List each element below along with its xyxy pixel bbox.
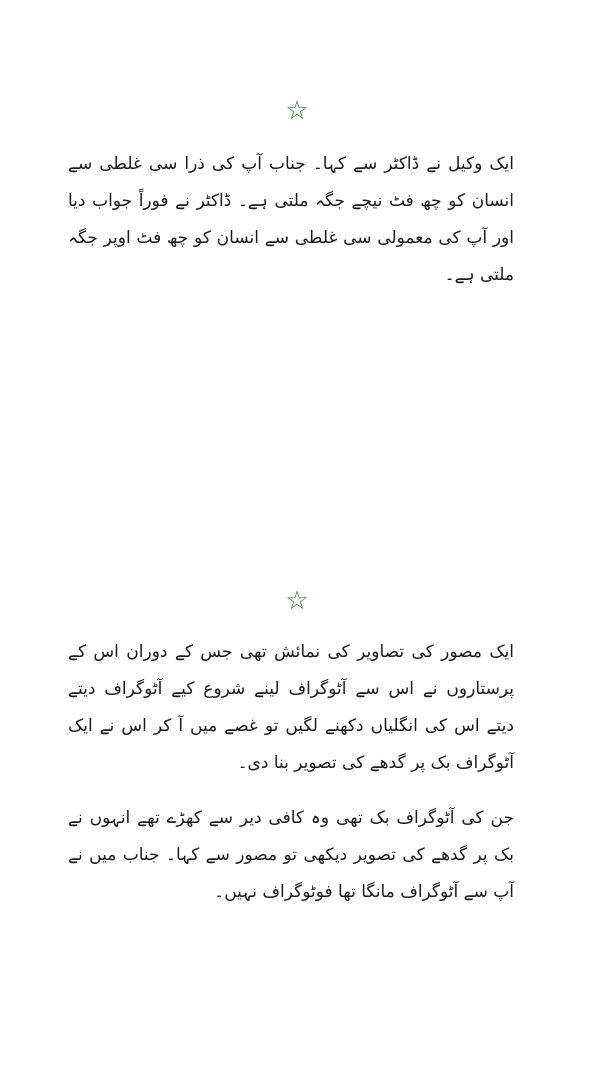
joke-2-paragraph-2: جن کی آٹوگراف بک تھی وہ کافی دیر سے کھڑے تھے انہوں نے بک پر گدھے کی تصویر دیکھی تو مصور سے کہا۔ جناب میں نے آپ سے آٹوگراف مانگا تھا فوٹوگراف نہیں۔ <box>68 808 514 902</box>
star-icon: ☆ <box>285 96 309 126</box>
joke-2-paragraph-1: ایک مصور کی تصاویر کی نمائش تھی جس کے دوران اس کے پرستاروں نے اس سے آٹوگراف لینے شروع کیے آٹوگراف دیتے دیتے اس کی انگلیاں دکھنے لگیں تو غصے میں آ کر اس نے ایک آٹوگراف بک پر گدھے کی تصویر بنا دی۔ <box>68 642 514 773</box>
star-icon: ☆ <box>285 586 309 616</box>
joke-1-text: ایک وکیل نے ڈاکٹر سے کہا۔ جناب آپ کی ذرا سی غلطی سے انسان کو چھ فٹ نیچے جگہ ملتی ہے۔ ڈاکٹر نے فوراً جواب دیا اور آپ کی معمولی سی غلطی سے انسان کو چھ فٹ اوپر جگہ ملتی ہے۔ <box>68 154 514 285</box>
